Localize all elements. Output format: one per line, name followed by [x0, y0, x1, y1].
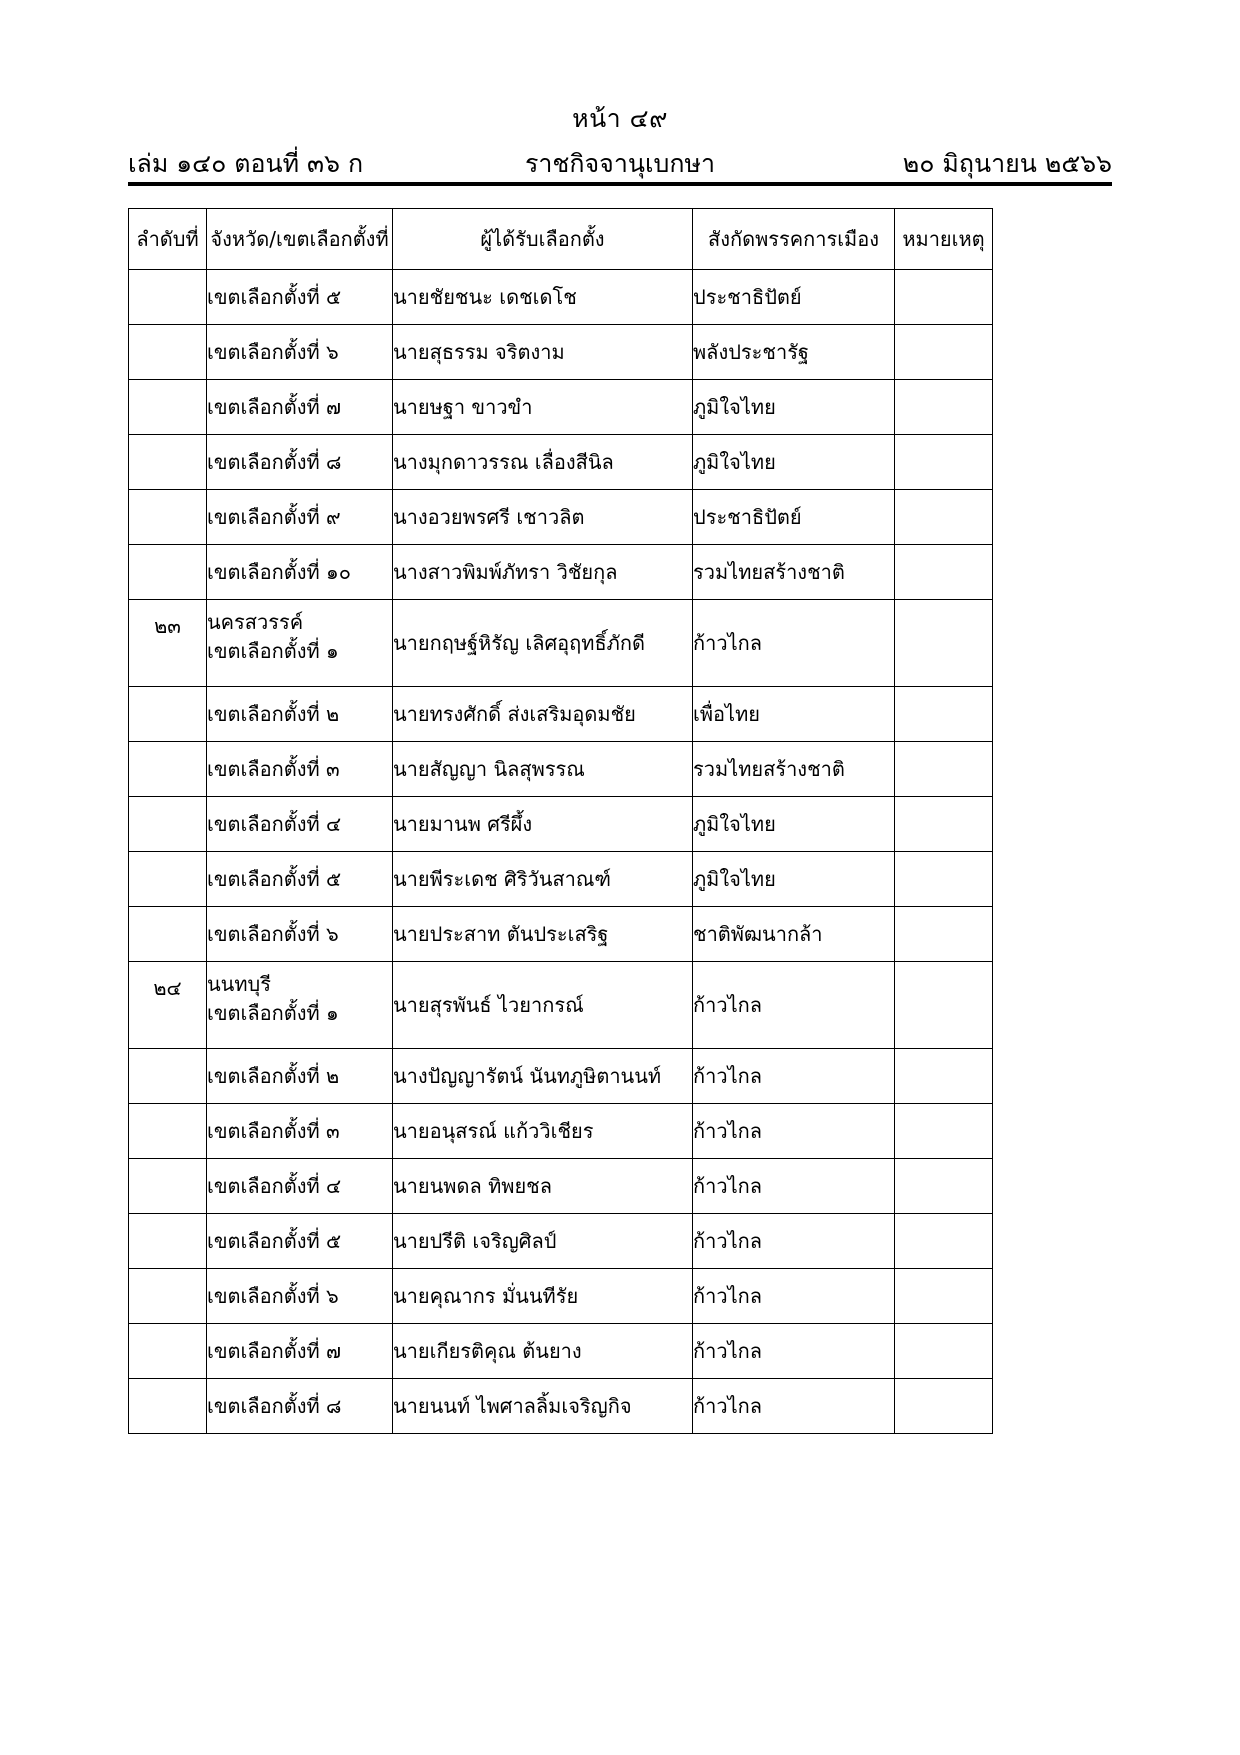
table-header — [129, 209, 993, 270]
table-row — [129, 325, 993, 380]
cell-province-zone — [207, 600, 393, 687]
column-header-province-zone — [207, 209, 393, 270]
cell-sequence — [129, 1324, 207, 1379]
party-name: พลังประชารัฐ — [693, 340, 809, 364]
constituency-label: เขตเลือกตั้งที่ ๑ — [207, 639, 339, 663]
party-name: ภูมิใจไทย — [693, 867, 776, 891]
cell-province-zone — [207, 852, 393, 907]
cell-province-zone — [207, 1379, 393, 1434]
cell-elected-person — [393, 490, 693, 545]
elected-person-name: นายษฐา ขาวขำ — [393, 395, 533, 419]
column-header-remarks — [895, 209, 993, 270]
cell-elected-person — [393, 852, 693, 907]
cell-remarks — [895, 687, 993, 742]
cell-party — [693, 435, 895, 490]
party-name: รวมไทยสร้างชาติ — [693, 560, 845, 584]
cell-elected-person — [393, 1269, 693, 1324]
constituency-label: เขตเลือกตั้งที่ ๖ — [207, 1283, 339, 1308]
election-results-table-wrap — [128, 208, 992, 1434]
elected-person-name: นายเกียรติคุณ ต้นยาง — [393, 1339, 582, 1363]
cell-sequence — [129, 797, 207, 852]
table-row — [129, 907, 993, 962]
cell-sequence — [129, 1214, 207, 1269]
cell-remarks — [895, 962, 993, 1049]
column-header-remarks-label: หมายเหตุ — [902, 226, 985, 251]
cell-party — [693, 600, 895, 687]
cell-party — [693, 687, 895, 742]
cell-province-zone — [207, 435, 393, 490]
cell-province-zone — [207, 325, 393, 380]
cell-elected-person — [393, 545, 693, 600]
table-row — [129, 1324, 993, 1379]
party-name: ก้าวไกล — [693, 1284, 762, 1308]
province-name: นนทบุรี — [207, 972, 271, 996]
constituency-label: เขตเลือกตั้งที่ ๖ — [207, 921, 339, 946]
table-row — [129, 1214, 993, 1269]
cell-remarks — [895, 380, 993, 435]
constituency-label: เขตเลือกตั้งที่ ๗ — [207, 1338, 342, 1363]
cell-elected-person — [393, 1214, 693, 1269]
cell-sequence: ๒๓ — [129, 600, 207, 687]
cell-party — [693, 270, 895, 325]
cell-remarks — [895, 600, 993, 687]
party-name: ก้าวไกล — [693, 1064, 762, 1088]
column-header-province-zone-label: จังหวัด/เขตเลือกตั้งที่ — [210, 226, 389, 251]
elected-person-name: นายคุณากร มั่นนทีรัย — [393, 1284, 579, 1308]
cell-party — [693, 797, 895, 852]
table-row — [129, 1159, 993, 1214]
cell-sequence — [129, 687, 207, 742]
cell-party — [693, 1159, 895, 1214]
cell-province-zone — [207, 687, 393, 742]
cell-remarks — [895, 1104, 993, 1159]
elected-person-name: นายทรงศักดิ์ ส่งเสริมอุดมชัย — [393, 702, 636, 726]
cell-remarks — [895, 545, 993, 600]
cell-remarks — [895, 1159, 993, 1214]
cell-province-zone — [207, 490, 393, 545]
cell-remarks — [895, 1324, 993, 1379]
party-name: ประชาธิปัตย์ — [693, 285, 802, 309]
cell-party — [693, 1324, 895, 1379]
cell-province-zone — [207, 742, 393, 797]
elected-person-name: นายชัยชนะ เดชเดโช — [393, 285, 577, 309]
cell-party — [693, 490, 895, 545]
cell-province-zone — [207, 270, 393, 325]
cell-remarks — [895, 907, 993, 962]
cell-sequence — [129, 1049, 207, 1104]
cell-province-zone — [207, 962, 393, 1049]
cell-elected-person — [393, 270, 693, 325]
constituency-label: เขตเลือกตั้งที่ ๑ — [207, 1001, 339, 1025]
cell-province-zone — [207, 907, 393, 962]
page-number-label: หน้า ๔๙ — [572, 104, 668, 133]
constituency-label: เขตเลือกตั้งที่ ๔ — [207, 1173, 342, 1198]
constituency-label: เขตเลือกตั้งที่ ๒ — [207, 1063, 340, 1088]
table-row — [129, 380, 993, 435]
cell-elected-person — [393, 1159, 693, 1214]
constituency-label: เขตเลือกตั้งที่ ๘ — [207, 449, 342, 474]
cell-remarks — [895, 742, 993, 797]
party-name: รวมไทยสร้างชาติ — [693, 757, 845, 781]
cell-sequence — [129, 490, 207, 545]
cell-party — [693, 545, 895, 600]
elected-person-name: นางสาวพิมพ์ภัทรา วิชัยกุล — [393, 560, 618, 584]
table-row — [129, 1379, 993, 1434]
cell-sequence — [129, 742, 207, 797]
cell-party — [693, 1104, 895, 1159]
cell-elected-person — [393, 1379, 693, 1434]
cell-remarks — [895, 1214, 993, 1269]
cell-elected-person — [393, 1324, 693, 1379]
cell-remarks — [895, 325, 993, 380]
cell-province-zone — [207, 1269, 393, 1324]
cell-party — [693, 1269, 895, 1324]
cell-elected-person — [393, 742, 693, 797]
elected-person-name: นายปรีติ เจริญศิลป์ — [393, 1229, 557, 1253]
cell-party — [693, 907, 895, 962]
cell-party — [693, 742, 895, 797]
cell-sequence — [129, 852, 207, 907]
column-header-sequence — [129, 209, 207, 270]
column-header-elected-person — [393, 209, 693, 270]
cell-sequence — [129, 1269, 207, 1324]
table-body — [129, 270, 993, 1434]
cell-sequence: ๒๔ — [129, 962, 207, 1049]
constituency-label: เขตเลือกตั้งที่ ๕ — [207, 866, 342, 891]
election-results-table — [128, 208, 993, 1434]
cell-sequence — [129, 1159, 207, 1214]
table-row — [129, 1049, 993, 1104]
page-masthead — [0, 104, 1240, 180]
cell-sequence — [129, 435, 207, 490]
elected-person-name: นายนนท์ ไพศาลลิ้มเจริญกิจ — [393, 1394, 632, 1418]
cell-province-zone — [207, 1324, 393, 1379]
elected-person-name: นางมุกดาวรรณ เลื่องสีนิล — [393, 450, 614, 474]
column-header-party — [693, 209, 895, 270]
party-name: ก้าวไกล — [693, 1394, 762, 1418]
cell-sequence — [129, 1104, 207, 1159]
table-row — [129, 962, 993, 1049]
constituency-label: เขตเลือกตั้งที่ ๕ — [207, 1228, 342, 1253]
constituency-label: เขตเลือกตั้งที่ ๔ — [207, 811, 342, 836]
column-header-party-label: สังกัดพรรคการเมือง — [708, 226, 879, 251]
elected-person-name: นายสุรพันธ์ ไวยากรณ์ — [393, 993, 584, 1017]
elected-person-name: นายกฤษฐ์หิรัญ เลิศอุฤทธิ์ภักดี — [393, 631, 645, 655]
elected-person-name: นายสุธรรม จริตงาม — [393, 340, 565, 364]
elected-person-name: นางอวยพรศรี เชาวลิต — [393, 505, 585, 529]
constituency-label: เขตเลือกตั้งที่ ๒ — [207, 701, 340, 726]
table-row — [129, 600, 993, 687]
cell-party — [693, 852, 895, 907]
cell-elected-person — [393, 325, 693, 380]
cell-sequence — [129, 1379, 207, 1434]
table-row — [129, 270, 993, 325]
cell-remarks — [895, 1379, 993, 1434]
cell-remarks — [895, 435, 993, 490]
party-name: ก้าวไกล — [693, 1339, 762, 1363]
publication-title: ราชกิจจานุเบกษา — [524, 149, 716, 178]
party-name: ภูมิใจไทย — [693, 812, 776, 836]
table-row — [129, 435, 993, 490]
cell-elected-person — [393, 1049, 693, 1104]
table-header-row — [129, 209, 993, 270]
cell-remarks — [895, 852, 993, 907]
constituency-label: เขตเลือกตั้งที่ ๑๐ — [207, 559, 351, 584]
cell-province-zone — [207, 797, 393, 852]
masthead-row — [0, 144, 1240, 180]
constituency-label: เขตเลือกตั้งที่ ๕ — [207, 284, 342, 309]
constituency-label: เขตเลือกตั้งที่ ๙ — [207, 504, 341, 529]
table-row — [129, 687, 993, 742]
cell-elected-person — [393, 687, 693, 742]
province-name: นครสวรรค์ — [207, 610, 304, 634]
cell-sequence — [129, 270, 207, 325]
table-row — [129, 797, 993, 852]
cell-elected-person — [393, 435, 693, 490]
cell-party — [693, 325, 895, 380]
cell-remarks — [895, 797, 993, 852]
elected-person-name: นายมานพ ศรีผึ้ง — [393, 812, 533, 836]
cell-party — [693, 1379, 895, 1434]
cell-elected-person — [393, 962, 693, 1049]
table-row — [129, 742, 993, 797]
cell-elected-person — [393, 1104, 693, 1159]
party-name: ก้าวไกล — [693, 1119, 762, 1143]
elected-person-name: นายอนุสรณ์ แก้ววิเชียร — [393, 1119, 594, 1143]
cell-province-zone — [207, 1159, 393, 1214]
cell-remarks — [895, 270, 993, 325]
cell-elected-person — [393, 380, 693, 435]
cell-remarks — [895, 1269, 993, 1324]
cell-party — [693, 962, 895, 1049]
cell-province-zone — [207, 1049, 393, 1104]
table-row — [129, 1104, 993, 1159]
party-name: เพื่อไทย — [693, 702, 760, 726]
table-row — [129, 852, 993, 907]
party-name: ก้าวไกล — [693, 631, 762, 655]
cell-sequence — [129, 545, 207, 600]
elected-person-name: นางปัญญารัตน์ นันทภูษิตานนท์ — [393, 1064, 662, 1088]
header-divider — [128, 182, 1112, 186]
cell-sequence — [129, 907, 207, 962]
cell-party — [693, 1214, 895, 1269]
cell-elected-person — [393, 797, 693, 852]
cell-province-zone — [207, 1104, 393, 1159]
cell-party — [693, 380, 895, 435]
cell-sequence — [129, 380, 207, 435]
table-row — [129, 1269, 993, 1324]
publication-date: ๒๐ มิถุนายน ๒๕๖๖ — [902, 149, 1112, 178]
constituency-label: เขตเลือกตั้งที่ ๘ — [207, 1393, 342, 1418]
column-header-sequence-label: ลำดับที่ — [136, 226, 199, 251]
constituency-label: เขตเลือกตั้งที่ ๓ — [207, 1118, 340, 1143]
volume-issue-label: เล่ม ๑๔๐ ตอนที่ ๓๖ ก — [128, 149, 364, 178]
elected-person-name: นายสัญญา นิลสุพรรณ — [393, 757, 585, 781]
cell-province-zone — [207, 1214, 393, 1269]
cell-elected-person — [393, 600, 693, 687]
cell-remarks — [895, 490, 993, 545]
cell-sequence — [129, 325, 207, 380]
cell-province-zone — [207, 545, 393, 600]
party-name: ภูมิใจไทย — [693, 395, 776, 419]
elected-person-name: นายนพดล ทิพยชล — [393, 1174, 552, 1198]
constituency-label: เขตเลือกตั้งที่ ๓ — [207, 756, 340, 781]
column-header-elected-person-label: ผู้ได้รับเลือกตั้ง — [480, 226, 605, 251]
party-name: ประชาธิปัตย์ — [693, 505, 802, 529]
constituency-label: เขตเลือกตั้งที่ ๗ — [207, 394, 342, 419]
constituency-label: เขตเลือกตั้งที่ ๖ — [207, 339, 339, 364]
elected-person-name: นายประสาท ตันประเสริฐ — [393, 922, 609, 946]
party-name: ก้าวไกล — [693, 993, 762, 1017]
cell-remarks — [895, 1049, 993, 1104]
party-name: ก้าวไกล — [693, 1174, 762, 1198]
party-name: ชาติพัฒนากล้า — [693, 922, 823, 946]
table-row — [129, 490, 993, 545]
table-row — [129, 545, 993, 600]
elected-person-name: นายพีระเดช ศิริวันสาณฑ์ — [393, 867, 611, 891]
cell-party — [693, 1049, 895, 1104]
party-name: ภูมิใจไทย — [693, 450, 776, 474]
party-name: ก้าวไกล — [693, 1229, 762, 1253]
cell-elected-person — [393, 907, 693, 962]
cell-province-zone — [207, 380, 393, 435]
